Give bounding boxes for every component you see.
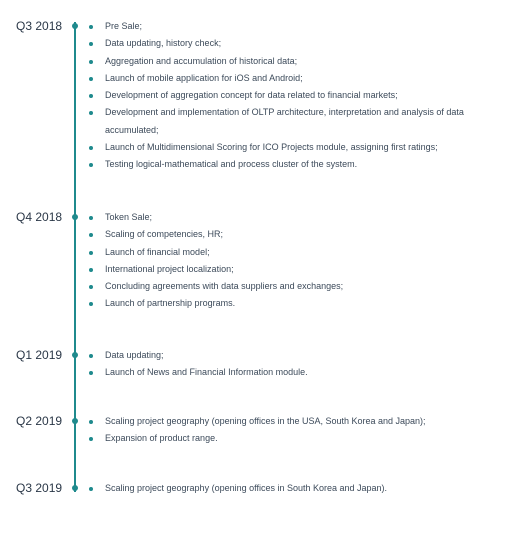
milestone-list [0,413,490,448]
quarter-label: Q1 2019 [16,348,63,362]
milestone-item: Expansion of product range. [0,430,490,447]
milestone-list [0,209,490,313]
milestone-list [0,480,490,497]
milestone-item: Testing logical-mathematical and process cluster of the system. [0,156,490,173]
milestone-item: Launch of mobile application for iOS and Android; [0,70,490,87]
milestone-item: Development of aggregation concept for data related to financial markets; [0,87,490,104]
milestone-item: Scaling of competencies, HR; [0,226,490,243]
milestone-item: Launch of Multidimensional Scoring for ICO Projects module, assigning first ratings; [0,139,490,156]
quarter-label: Q2 2019 [16,414,63,428]
milestone-list [0,18,490,174]
milestone-item: Data updating, history check; [0,35,490,52]
quarter-label: Q3 2018 [16,19,63,33]
milestone-item: Scaling project geography (opening offices in South Korea and Japan). [0,480,490,497]
milestone-item: Concluding agreements with data suppliers and exchanges; [0,278,490,295]
quarter-label: Q3 2019 [16,481,63,495]
quarter-label: Q4 2018 [16,210,63,224]
milestone-item: Launch of partnership programs. [0,295,490,312]
milestone-list [0,347,490,382]
milestone-item: Launch of financial model; [0,244,490,261]
milestone-item: Aggregation and accumulation of historical data; [0,53,490,70]
milestone-item: Token Sale; [0,209,490,226]
milestone-item: Data updating; [0,347,490,364]
milestone-item: Development and implementation of OLTP architecture, interpretation and analysis of data accumulated; [0,104,490,139]
milestone-item: Scaling project geography (opening offices in the USA, South Korea and Japan); [0,413,490,430]
milestone-item: Launch of News and Financial Information module. [0,364,490,381]
milestone-item: Pre Sale; [0,18,490,35]
milestone-item: International project localization; [0,261,490,278]
